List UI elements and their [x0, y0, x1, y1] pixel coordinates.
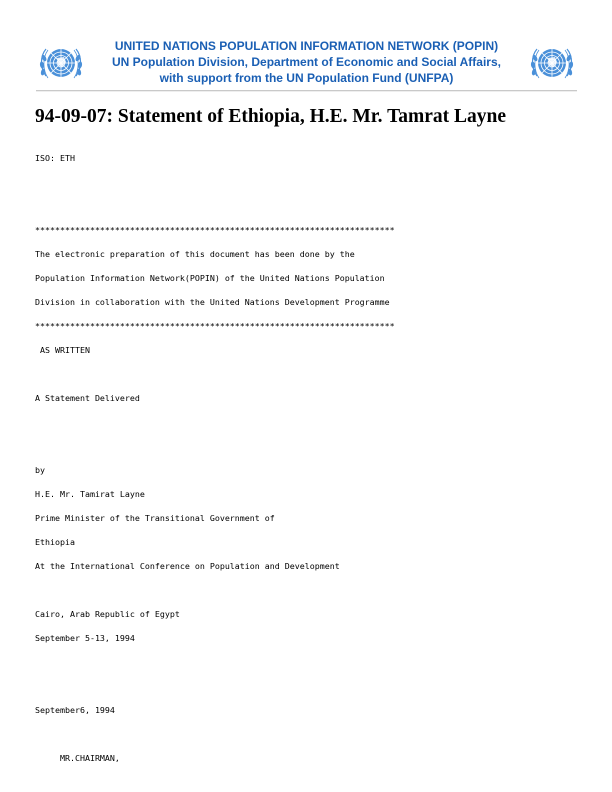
blank-line [35, 434, 595, 458]
document-title: 94-09-07: Statement of Ethiopia, H.E. Mr. Tamrat Layne [35, 106, 507, 127]
blank-line [35, 170, 595, 194]
document-line: H.E. Mr. Tamirat Layne [35, 489, 145, 499]
document-line: ISO: ETH [35, 153, 75, 163]
blank-line [35, 410, 595, 434]
document-line: Prime Minister of the Transitional Government of [35, 513, 275, 523]
header-divider [36, 90, 577, 92]
blank-line [35, 194, 595, 218]
blank-line [35, 650, 595, 674]
document-line: Division in collaboration with the United Nations Development Programme [35, 297, 390, 307]
document-line: September6, 1994 [35, 705, 115, 715]
document-line: The electronic preparation of this document has been done by the [35, 249, 355, 259]
document-body [35, 146, 595, 770]
document-line: At the International Conference on Population and Development [35, 561, 340, 571]
header-line-network: UNITED NATIONS POPULATION INFORMATION NETWORK (POPIN) [114, 39, 499, 53]
document-line: AS WRITTEN [35, 345, 90, 355]
header-line-support: with support from the UN Population Fund (UNFPA) [159, 71, 454, 85]
document-line: September 5-13, 1994 [35, 633, 135, 643]
document-line: Cairo, Arab Republic of Egypt [35, 609, 180, 619]
document-line: Ethiopia [35, 537, 75, 547]
document-line: ************************************************************************ [35, 225, 395, 235]
document-line: by [35, 465, 45, 475]
document-line: ************************************************************************ [35, 321, 395, 331]
page-header [36, 36, 577, 90]
un-emblem-icon [527, 38, 577, 88]
document-line: MR.CHAIRMAN, [35, 753, 120, 763]
blank-line [35, 362, 595, 386]
document-line: A Statement Delivered [35, 393, 140, 403]
document-line: Population Information Network(POPIN) of the United Nations Population [35, 273, 385, 283]
blank-line [35, 578, 595, 602]
un-emblem-icon [36, 38, 86, 88]
blank-line [35, 674, 595, 698]
header-line-division: UN Population Division, Department of Economic and Social Affairs, [112, 55, 501, 69]
blank-line [35, 722, 595, 746]
header-text [86, 38, 527, 86]
